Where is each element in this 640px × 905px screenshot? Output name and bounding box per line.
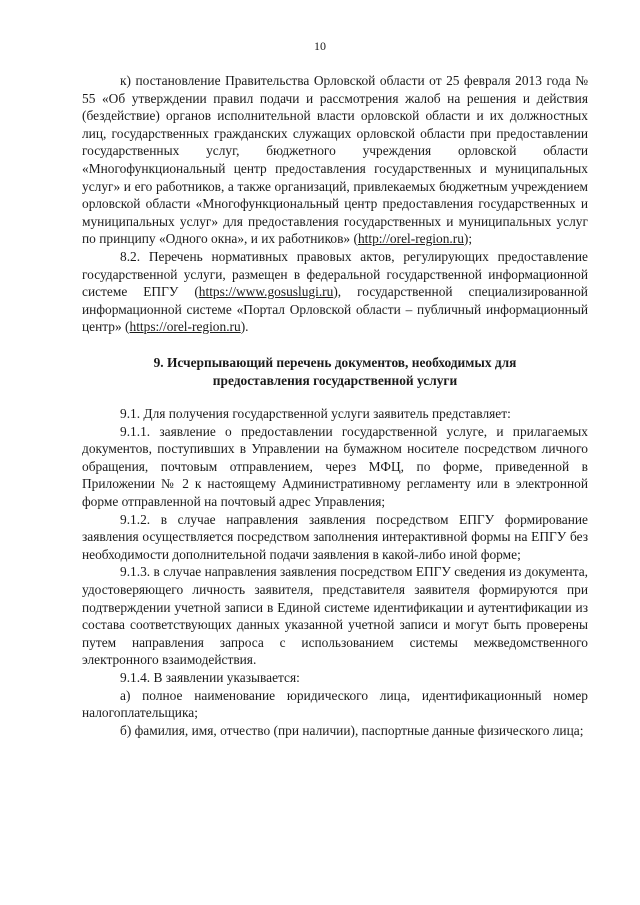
paragraph-9-1-3: 9.1.3. в случае направления заявления посредством ЕПГУ сведения из документа, удостоверяющего личность заявителя, представителя заявителя формируются при подтверждении учетной записи в Единой системе идентификации и аутентификации из состава соответствующих данных указанной учетной записи и могут быть проверены путем направления запроса с использованием системы межведомственного электронного взаимодействия. [82, 564, 588, 668]
section-heading-line: предоставления государственной услуги [212, 372, 458, 388]
page-content [82, 72, 588, 739]
url-link[interactable]: http://orel-region.ru [357, 231, 464, 247]
paragraph-8-2: 8.2. Перечень нормативных правовых актов, регулирующих предоставление государственной услуги, размещен в федеральной государственной информационной системе ЕПГУ (https://www.gosuslugi.ru), государственной специализированной информационной системе «Портал Орловской области – публичный информационный центр» (https://orel-region.ru). [82, 248, 588, 335]
paragraph-9-1-1: 9.1.1. заявление о предоставлении государственной услуге, и прилагаемых документов, поступивших в Управлении на бумажном носителе посредством личного обращения, почтовым отправлением, через МФЦ, по форме, приведенной в Приложении № 2 к настоящему Административному регламенту или в электронной форме отправленной на почтовый адрес Управления; [82, 423, 588, 510]
paragraph-item-a: а) полное наименование юридического лица, идентификационный номер налогоплательщика; [82, 687, 588, 721]
paragraph-item-b: б) фамилия, имя, отчество (при наличии), паспортные данные физического лица; [120, 722, 584, 738]
section-heading-9 [82, 354, 588, 389]
page-number: 10 [314, 39, 326, 53]
paragraph-9-1: 9.1. Для получения государственной услуги заявитель представляет: [120, 406, 511, 422]
url-link[interactable]: https://orel-region.ru [129, 319, 241, 335]
paragraph-9-1-4: 9.1.4. В заявлении указывается: [120, 670, 300, 685]
section-heading-line: 9. Исчерпывающий перечень документов, необходимых для [153, 354, 517, 370]
paragraph-item-k: к) постановление Правительства Орловской области от 25 февраля 2013 года № 55 «Об утверждении правил подачи и рассмотрения жалоб на решения и действия (бездействие) органов исполнительной власти орловской области и их должностных лиц, государственных гражданских служащих орловской области при предоставлении государственных услуг, бюджетного учреждения орловской области «Многофункциональный центр предоставления государственных и муниципальных услуг» и его работников, а также организаций, привлекаемых бюджетным учреждением орловской области «Многофункциональный центр предоставления государственных и муниципальных услуг» для предоставления государственных и муниципальных услуг по принципу «Одного окна», и их работников» (http://orel-region.ru); [82, 73, 588, 247]
paragraph-9-1-2: 9.1.2. в случае направления заявления посредством ЕПГУ формирование заявления осуществляется посредством заполнения интерактивной формы на ЕПГУ без необходимости дополнительной подачи заявления в какой-либо иной форме; [82, 511, 588, 562]
url-link[interactable]: https://www.gosuslugi.ru [198, 284, 334, 300]
